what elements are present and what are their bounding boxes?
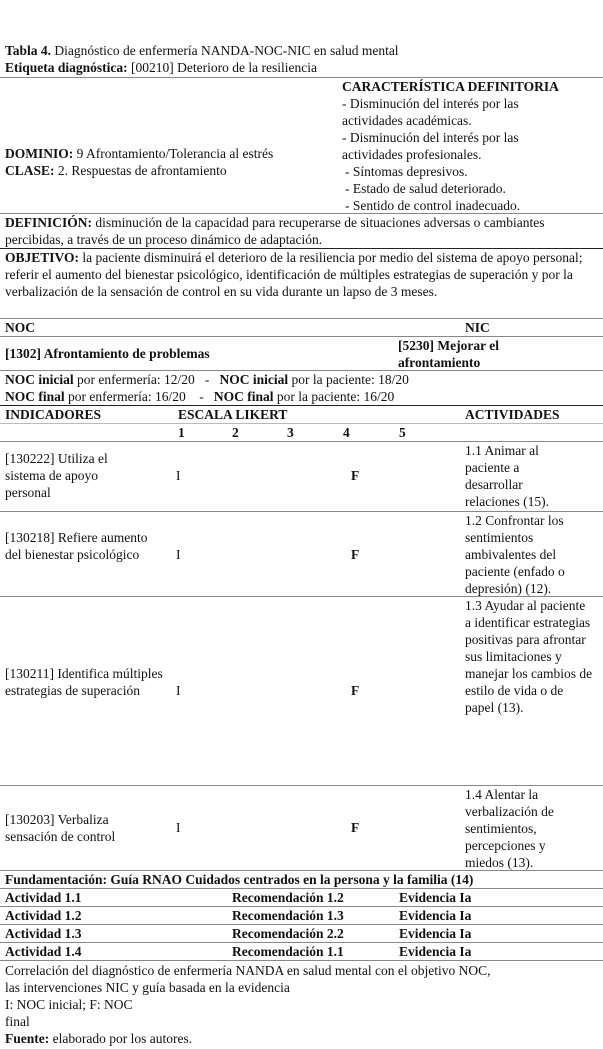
final-mark: F xyxy=(351,547,360,562)
evidence-actividad: Actividad 1.1 xyxy=(5,890,82,905)
indicator-text: [130222] Utiliza el sistema de apoyo personal xyxy=(5,451,108,500)
evidence-level: Evidencia Ia xyxy=(399,926,472,941)
activity-text: 1.1 Animar al paciente a desarrollar relaciones (15). xyxy=(465,443,549,509)
evidence-recomendacion: Recomendación 2.2 xyxy=(232,926,344,941)
objetivo-text: la paciente disminuirá el deterioro de la resiliencia por medio del sistema de apoyo personal; referir el aumento del bienestar psicológico, identificación de múltiples estrategias de superación y por la verbalización de la sensación de control en su vida durante un lapso de 3 meses. xyxy=(5,250,583,299)
noc-label: NOC xyxy=(219,372,250,387)
scale-5: 5 xyxy=(399,425,406,440)
table-notes xyxy=(5,962,505,1047)
final-mark: F xyxy=(351,683,360,698)
final-enfermeria: por enfermería: 16/20 xyxy=(68,389,186,404)
fuente-label: Fuente: xyxy=(5,1031,50,1046)
initial-mark: I xyxy=(176,820,181,835)
caracteristica-header: CARACTERÍSTICA DEFINITORIA xyxy=(342,79,559,94)
evidence-actividad: Actividad 1.4 xyxy=(5,944,82,959)
definicion xyxy=(5,214,597,248)
evidence-level: Evidencia Ia xyxy=(399,908,472,923)
final-label: final xyxy=(247,389,274,404)
activity-text: 1.4 Alentar la verbalización de sentimientos, percepciones y miedos (13). xyxy=(465,787,554,870)
definicion-text: disminución de la capacidad para recuperarse de situaciones adversas o cambiantes percibidas, a través de un proceso dinámico de adaptación. xyxy=(5,215,545,247)
evidence-recomendacion: Recomendación 1.3 xyxy=(232,908,344,923)
evidence-actividad: Actividad 1.3 xyxy=(5,926,82,941)
indicator-text: [130203] Verbaliza sensación de control xyxy=(5,812,116,844)
final-paciente: por la paciente: 16/20 xyxy=(276,389,395,404)
inicial-enfermeria: por enfermería: 12/20 xyxy=(77,372,195,387)
definicion-label: DEFINICIÓN: xyxy=(5,215,93,230)
activity-text: 1.2 Confrontar los sentimientos ambivalentes del paciente (enfado o depresión) (12). xyxy=(465,513,565,596)
noc-scores xyxy=(5,371,409,405)
dominio-label: DOMINIO: xyxy=(5,146,74,161)
separator: - xyxy=(199,389,204,404)
initial-mark: I xyxy=(176,683,181,698)
scale-3: 3 xyxy=(287,425,294,440)
inicial-label: inicial xyxy=(252,372,289,387)
escala-header: ESCALA LIKERT xyxy=(178,407,288,422)
separator: - xyxy=(204,372,210,387)
caracteristica-item: - Síntomas depresivos. xyxy=(345,164,468,179)
scale-4: 4 xyxy=(343,425,350,440)
divider xyxy=(0,423,603,424)
initial-mark: I xyxy=(176,547,181,562)
indicator-text: [130218] Refiere aumento del bienestar psicológico xyxy=(5,530,148,562)
etiqueta-text: [00210] Deterioro de la resiliencia xyxy=(131,60,317,75)
caracteristica-item: - Sentido de control inadecuado. xyxy=(345,198,521,213)
noc-label: NOC xyxy=(213,389,244,404)
final-label: final xyxy=(38,389,65,404)
title-text: Diagnóstico de enfermería NANDA-NOC-NIC en salud mental xyxy=(54,43,399,58)
scale-2: 2 xyxy=(232,425,239,440)
final-mark: F xyxy=(351,820,360,835)
noc-label: NOC xyxy=(5,389,35,404)
legend-line: I: NOC inicial; F: NOC xyxy=(5,997,133,1012)
caracteristica-item: - Disminución del interés por las actividades profesionales. xyxy=(342,130,519,162)
activity-text: 1.3 Ayudar al paciente a identificar estrategias positivas para afrontar sus limitaciones y manejar los cambios de estilo de vida o de papel (13). xyxy=(465,598,593,715)
nic-title: [5230] Mejorar el afrontamiento xyxy=(398,338,499,370)
caption: Correlación del diagnóstico de enfermería NANDA en salud mental con el objetivo NOC, las intervenciones NIC y guía basada en la evidencia xyxy=(5,963,491,995)
legend-line: final xyxy=(5,1014,30,1029)
evidence-level: Evidencia Ia xyxy=(399,890,472,905)
indicadores-header: INDICADORES xyxy=(5,407,102,422)
final-mark: F xyxy=(351,468,360,483)
fundamentacion: Fundamentación: Guía RNAO Cuidados centrados en la persona y la familia (14) xyxy=(5,872,474,887)
noc-title: [1302] Afrontamiento de problemas xyxy=(5,346,210,361)
caracteristica-item: - Estado de salud deteriorado. xyxy=(345,181,506,196)
inicial-label: inicial xyxy=(38,372,74,387)
clase-label: CLASE: xyxy=(5,163,55,178)
inicial-paciente: por la paciente: 18/20 xyxy=(291,372,409,387)
divider xyxy=(0,318,603,319)
evidence-level: Evidencia Ia xyxy=(399,944,472,959)
etiqueta-label: Etiqueta diagnóstica: xyxy=(5,60,128,75)
fuente-text: elaborado por los autores. xyxy=(52,1031,193,1046)
indicator-text: [130211] Identifica múltiples estrategias de superación xyxy=(5,666,163,698)
dominio-text: 9 Afrontamiento/Tolerancia al estrés xyxy=(76,146,274,161)
objetivo-label: OBJETIVO: xyxy=(5,250,79,265)
initial-mark: I xyxy=(176,468,181,483)
noc-label: NOC xyxy=(5,372,35,387)
evidence-actividad: Actividad 1.2 xyxy=(5,908,82,923)
noc-header: NOC xyxy=(5,320,35,335)
caracteristica-item: - Disminución del interés por las actividades académicas. xyxy=(342,96,519,128)
table-title xyxy=(5,42,399,76)
nic-header: NIC xyxy=(465,320,490,335)
evidence-recomendacion: Recomendación 1.1 xyxy=(232,944,344,959)
title-label: Tabla 4. xyxy=(5,43,52,58)
scale-1: 1 xyxy=(178,425,185,440)
caracteristica-definitoria xyxy=(342,78,577,214)
divider xyxy=(0,960,603,961)
evidence-recomendacion: Recomendación 1.2 xyxy=(232,890,344,905)
objetivo xyxy=(5,249,597,300)
clase-text: 2. Respuestas de afrontamiento xyxy=(57,163,227,178)
dominio-clase xyxy=(5,145,273,179)
actividades-header: ACTIVIDADES xyxy=(465,407,560,422)
